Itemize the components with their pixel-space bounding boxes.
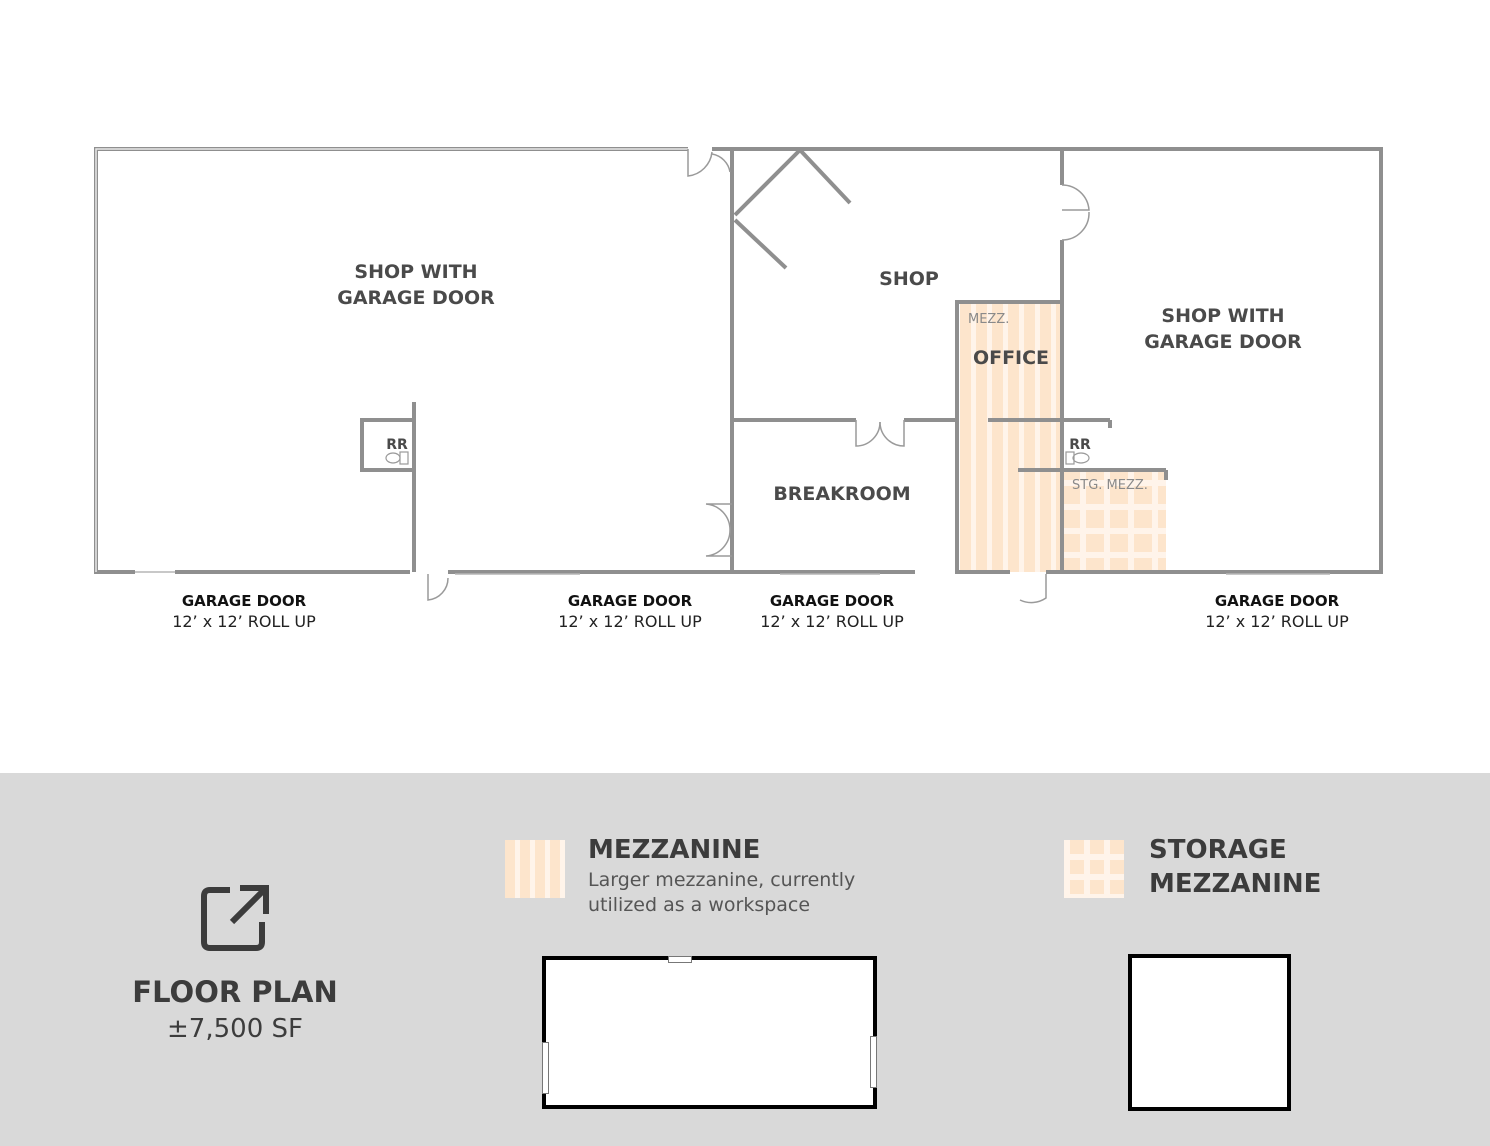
garage-door-label: GARAGE DOOR [769, 592, 895, 610]
mezzanine-desc-2: utilized as a workspace [588, 894, 811, 916]
shop-right-label-2: GARAGE DOOR [1144, 331, 1302, 353]
restroom-left-label: RR [386, 437, 408, 453]
garage-door-size: 12’ x 12’ ROLL UP [172, 612, 316, 631]
mezzanine-area [960, 304, 1060, 572]
shop-center-label: SHOP [879, 268, 939, 290]
floor-plan-area: ±7,500 SF [167, 1014, 303, 1044]
garage-door-label: GARAGE DOOR [1214, 592, 1340, 610]
mezzanine-outline [542, 956, 877, 1109]
mezz-tag: MEZZ. [968, 312, 1010, 327]
garage-door-label: GARAGE DOOR [181, 592, 307, 610]
garage-door-size: 12’ x 12’ ROLL UP [1205, 612, 1349, 631]
garage-door-size: 12’ x 12’ ROLL UP [760, 612, 904, 631]
mezzanine-desc: Larger mezzanine, currently [588, 869, 856, 891]
storage-mezz-tag: STG. MEZZ. [1072, 478, 1148, 493]
shop-left-label: SHOP WITH [354, 261, 478, 283]
mezzanine-swatch [505, 840, 565, 898]
shop-left-label-2: GARAGE DOOR [337, 287, 495, 309]
garage-door-label: GARAGE DOOR [567, 592, 693, 610]
storage-mezzanine-title: STORAGE [1149, 835, 1287, 865]
storage-mezzanine-swatch [1064, 840, 1124, 898]
storage-mezzanine-outline [1128, 954, 1291, 1111]
floor-plan-title: FLOOR PLAN [132, 975, 338, 1009]
mezzanine-title: MEZZANINE [588, 835, 761, 865]
breakroom-label: BREAKROOM [773, 483, 911, 505]
external-link-icon[interactable] [200, 884, 270, 954]
shop-right-label: SHOP WITH [1161, 305, 1285, 327]
garage-door-size: 12’ x 12’ ROLL UP [558, 612, 702, 631]
storage-mezzanine-title-2: MEZZANINE [1149, 869, 1322, 899]
office-label: OFFICE [972, 347, 1050, 369]
restroom-right-label: RR [1069, 437, 1091, 453]
